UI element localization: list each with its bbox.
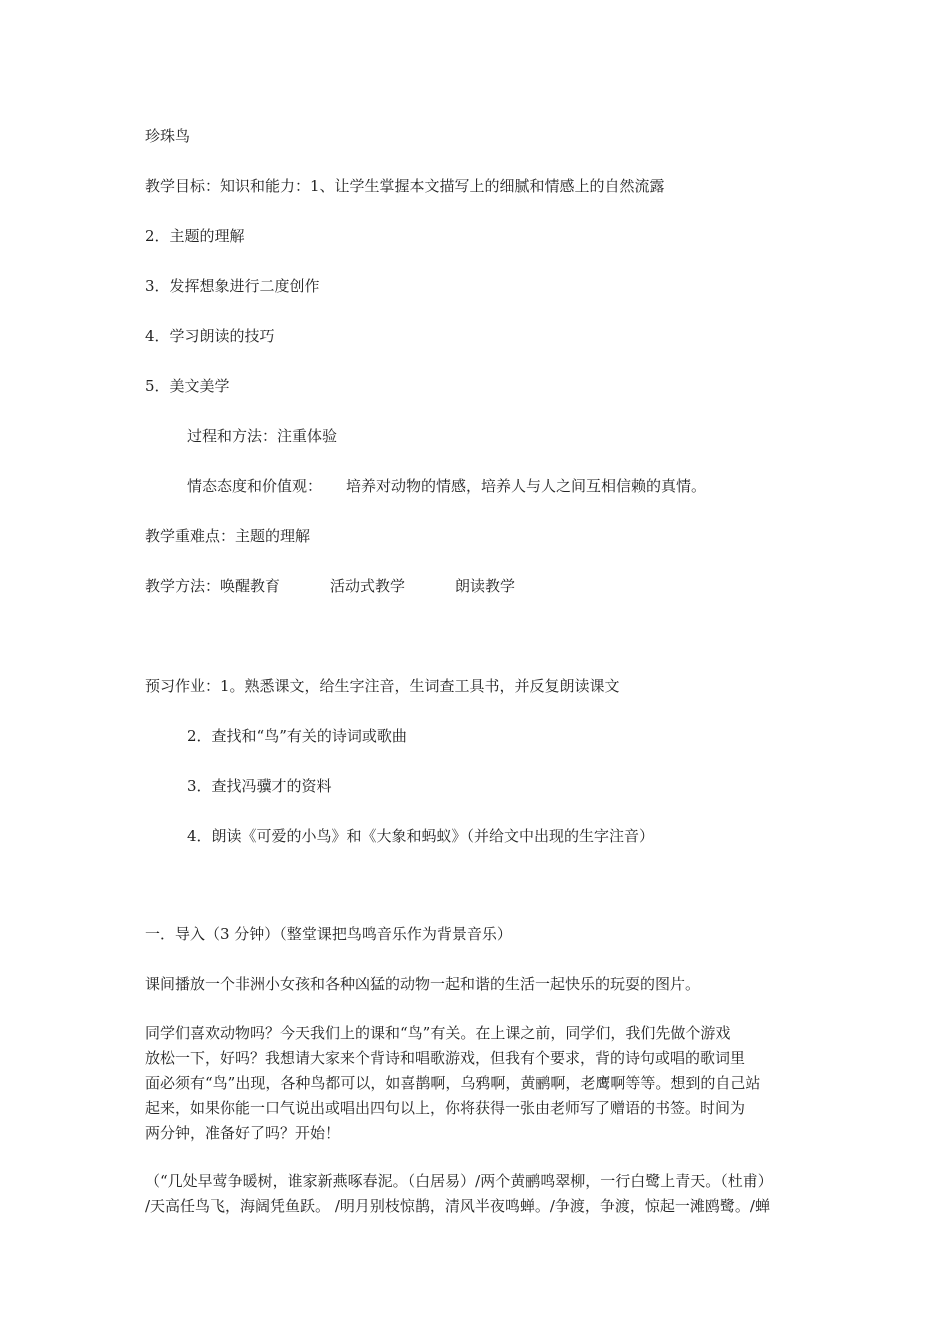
poem-line: /天高任鸟飞，海阔凭鱼跃。 /明月别枝惊鹊，清风半夜鸣蝉。/争渡，争渡，惊起一滩鸥鹭。/蝉 (145, 1197, 770, 1215)
method-1: 教学方法：唤醒教育 (145, 577, 281, 595)
homework-item-2: 2．查找和“鸟”有关的诗词或歌曲 (187, 727, 407, 745)
method-3: 朗读教学 (455, 577, 516, 595)
objective-item-3: 3．发挥想象进行二度创作 (145, 277, 320, 295)
section-heading: 一．导入（3 分钟）（整堂课把鸟鸣音乐作为背景音乐） (145, 925, 512, 943)
poem-line: （“几处早莺争暖树，谁家新燕啄春泥。（白居易）/两个黄鹂鸣翠柳，一行白鹭上青天。（杜甫） (145, 1172, 773, 1190)
section-intro: 课间播放一个非洲小女孩和各种凶猛的动物一起和谐的生活一起快乐的玩耍的图片。 (145, 975, 701, 993)
key-points: 教学重难点：主题的理解 (145, 527, 311, 545)
objective-line-1: 教学目标：知识和能力：1、让学生掌握本文描写上的细腻和情感上的自然流露 (145, 177, 665, 195)
objective-emotion-text: 培养对动物的情感，培养人与人之间互相信赖的真情。 (346, 477, 707, 495)
method-2: 活动式教学 (330, 577, 406, 595)
objective-emotion-label: 情态态度和价值观： (187, 477, 323, 495)
paragraph-line: 起来，如果你能一口气说出或唱出四句以上，你将获得一张由老师写了赠语的书签。时间为 (145, 1099, 746, 1117)
objective-item-4: 4．学习朗读的技巧 (145, 327, 275, 345)
objective-process: 过程和方法：注重体验 (187, 427, 338, 445)
objective-item-5: 5．美文美学 (145, 377, 230, 395)
homework-line-1: 预习作业：1。熟悉课文，给生字注音，生词查工具书，并反复朗读课文 (145, 677, 620, 695)
document-title: 珍珠鸟 (145, 127, 191, 145)
teaching-methods (145, 576, 515, 596)
paragraph-line: 面必须有“鸟”出现，各种鸟都可以，如喜鹊啊，乌鸦啊，黄鹂啊，老鹰啊等等。想到的自己站 (145, 1074, 761, 1092)
poem-paragraph (145, 1169, 813, 1219)
intro-paragraph (145, 1021, 813, 1146)
homework-item-3: 3．查找冯骥才的资料 (187, 777, 332, 795)
objective-item-2: 2．主题的理解 (145, 227, 245, 245)
paragraph-line: 放松一下，好吗？我想请大家来个背诗和唱歌游戏，但我有个要求，背的诗句或唱的歌词里 (145, 1049, 746, 1067)
paragraph-line: 两分钟，准备好了吗？开始！ (145, 1124, 341, 1142)
objective-emotion (187, 476, 706, 496)
paragraph-line: 同学们喜欢动物吗？今天我们上的课和“鸟”有关。在上课之前，同学们，我们先做个游戏 (145, 1024, 731, 1042)
homework-item-4: 4．朗读《可爱的小鸟》和《大象和蚂蚁》（并给文中出现的生字注音） (187, 827, 655, 845)
